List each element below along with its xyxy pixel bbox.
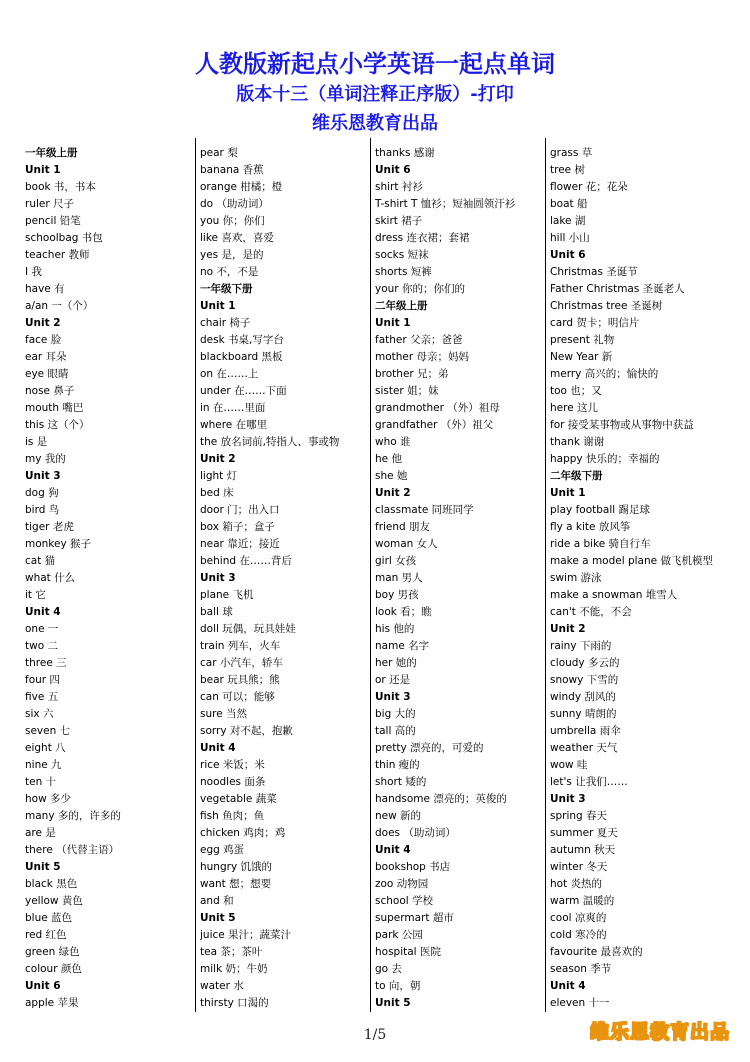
section-heading: Unit 4 xyxy=(25,606,61,618)
vocab-entry: socks 短袜 xyxy=(375,249,429,261)
vocab-entry: dress 连衣裙；套裙 xyxy=(375,232,470,244)
vocab-entry: banana 香蕉 xyxy=(200,164,264,176)
vocab-entry: brother 兄；弟 xyxy=(375,368,449,380)
vocab-entry: ride a bike 骑自行车 xyxy=(550,538,651,550)
vocab-entry: what 什么 xyxy=(25,572,76,584)
vocab-entry: do （助动词） xyxy=(200,198,269,210)
vocab-entry: man 男人 xyxy=(375,572,423,584)
vocab-entry: boy 男孩 xyxy=(375,589,419,601)
vocab-entry: lake 湖 xyxy=(550,215,586,227)
vocab-entry: eleven 十一 xyxy=(550,997,610,1009)
section-heading: Unit 2 xyxy=(200,453,236,465)
section-heading: Unit 3 xyxy=(200,572,236,584)
vocab-entry: thirsty 口渴的 xyxy=(200,997,269,1009)
vocabulary-column-3 xyxy=(375,145,545,1012)
vocab-entry: desk 书桌,写字台 xyxy=(200,334,284,346)
vocab-entry: woman 女人 xyxy=(375,538,438,550)
vocab-entry: does （助动词） xyxy=(375,827,456,839)
vocab-entry: I 我 xyxy=(25,266,42,278)
section-heading: 二年级上册 xyxy=(375,300,428,312)
vocab-entry: flower 花；花朵 xyxy=(550,181,628,193)
vocab-entry: cold 寒冷的 xyxy=(550,929,607,941)
vocab-entry: Father Christmas 圣诞老人 xyxy=(550,283,685,295)
vocab-entry: hot 炎热的 xyxy=(550,878,603,890)
section-heading: Unit 3 xyxy=(550,793,586,805)
vocab-entry: light 灯 xyxy=(200,470,238,482)
vocab-entry: teacher 教师 xyxy=(25,249,90,261)
vocab-entry: cat 猫 xyxy=(25,555,56,567)
vocab-entry: Christmas 圣诞节 xyxy=(550,266,638,278)
vocab-entry: handsome 漂亮的；英俊的 xyxy=(375,793,507,805)
section-heading: 一年级上册 xyxy=(25,147,78,159)
vocab-entry: water 水 xyxy=(200,980,244,992)
vocab-entry: nine 九 xyxy=(25,759,62,771)
section-heading: Unit 3 xyxy=(375,691,411,703)
vocab-entry: shirt 衬衫 xyxy=(375,181,423,193)
vocab-entry: New Year 新 xyxy=(550,351,613,363)
vocab-entry: there （代替主语） xyxy=(25,844,120,856)
section-heading: Unit 4 xyxy=(200,742,236,754)
vocab-entry: wow 哇 xyxy=(550,759,588,771)
section-heading: Unit 1 xyxy=(375,317,411,329)
vocab-entry: cool 凉爽的 xyxy=(550,912,607,924)
vocab-entry: this 这（个） xyxy=(25,419,90,431)
vocab-entry: card 贺卡；明信片 xyxy=(550,317,640,329)
vocab-entry: tall 高的 xyxy=(375,725,416,737)
vocab-entry: blackboard 黑板 xyxy=(200,351,283,363)
vocab-entry: make a model plane 做飞机模型 xyxy=(550,555,713,567)
vocab-entry: box 箱子；盒子 xyxy=(200,521,275,533)
page-number: 1/5 xyxy=(363,1027,387,1043)
vocab-entry: want 想；想要 xyxy=(200,878,272,890)
vocab-entry: five 五 xyxy=(25,691,59,703)
vocabulary-column-1 xyxy=(25,145,195,1012)
vocabulary-column-4 xyxy=(550,145,720,1012)
section-heading: Unit 2 xyxy=(25,317,61,329)
section-heading: Unit 4 xyxy=(375,844,411,856)
vocab-entry: pencil 铅笔 xyxy=(25,215,81,227)
section-heading: Unit 6 xyxy=(550,249,586,261)
watermark-logo: 维乐恩教育出品 xyxy=(589,1021,730,1043)
vocab-entry: eye 眼睛 xyxy=(25,368,69,380)
vocab-entry: sure 当然 xyxy=(200,708,248,720)
vocab-entry: snowy 下雪的 xyxy=(550,674,619,686)
document-subtitle: 版本十三（单词注释正序版）-打印 xyxy=(236,84,514,105)
vocab-entry: classmate 同班同学 xyxy=(375,504,474,516)
vocab-entry: no 不，不是 xyxy=(200,266,259,278)
section-heading: Unit 1 xyxy=(200,300,236,312)
vocab-entry: school 学校 xyxy=(375,895,434,907)
vocab-entry: juice 果汁；蔬菜汁 xyxy=(200,929,292,941)
vocab-entry: bookshop 书店 xyxy=(375,861,451,873)
vocab-entry: many 多的，许多的 xyxy=(25,810,121,822)
vocab-entry: hungry 饥饿的 xyxy=(200,861,272,873)
vocabulary-columns xyxy=(25,145,725,1013)
vocab-entry: or 还是 xyxy=(375,674,411,686)
vocab-entry: Christmas tree 圣诞树 xyxy=(550,300,663,312)
section-heading: Unit 3 xyxy=(25,470,61,482)
vocab-entry: name 名字 xyxy=(375,640,430,652)
vocab-entry: short 矮的 xyxy=(375,776,427,788)
vocab-entry: mother 母亲；妈妈 xyxy=(375,351,470,363)
vocab-entry: black 黑色 xyxy=(25,878,78,890)
vocab-entry: milk 奶；牛奶 xyxy=(200,963,268,975)
vocab-entry: her 她的 xyxy=(375,657,417,669)
vocab-entry: autumn 秋天 xyxy=(550,844,616,856)
section-heading: Unit 6 xyxy=(25,980,61,992)
vocab-entry: she 她 xyxy=(375,470,408,482)
section-heading: 二年级下册 xyxy=(550,470,603,482)
vocab-entry: thanks 感谢 xyxy=(375,147,435,159)
section-heading: Unit 1 xyxy=(25,164,61,176)
section-heading: Unit 2 xyxy=(375,487,411,499)
vocab-entry: merry 高兴的；愉快的 xyxy=(550,368,659,380)
vocab-entry: to 向，朝 xyxy=(375,980,421,992)
vocab-entry: are 是 xyxy=(25,827,56,839)
vocab-entry: season 季节 xyxy=(550,963,612,975)
vocab-entry: father 父亲；爸爸 xyxy=(375,334,463,346)
section-heading: Unit 4 xyxy=(550,980,586,992)
vocab-entry: eight 八 xyxy=(25,742,66,754)
vocab-entry: shorts 短裤 xyxy=(375,266,432,278)
vocab-entry: here 这儿 xyxy=(550,402,598,414)
section-heading: Unit 5 xyxy=(375,997,411,1009)
vocab-entry: weather 天气 xyxy=(550,742,618,754)
vocab-entry: green 绿色 xyxy=(25,946,80,958)
vocab-entry: bird 鸟 xyxy=(25,504,60,516)
section-heading: Unit 6 xyxy=(375,164,411,176)
vocab-entry: warm 温暖的 xyxy=(550,895,615,907)
vocab-entry: where 在哪里 xyxy=(200,419,268,431)
vocab-entry: he 他 xyxy=(375,453,402,465)
vocab-entry: look 看；瞧 xyxy=(375,606,432,618)
vocab-entry: ear 耳朵 xyxy=(25,351,67,363)
vocab-entry: grandfather （外）祖父 xyxy=(375,419,494,431)
vocab-entry: monkey 猴子 xyxy=(25,538,92,550)
vocab-entry: new 新的 xyxy=(375,810,422,822)
vocab-entry: a/an 一（个） xyxy=(25,300,94,312)
vocab-entry: winter 冬天 xyxy=(550,861,608,873)
section-heading: 一年级下册 xyxy=(200,283,253,295)
vocab-entry: sister 姐；妹 xyxy=(375,385,439,397)
vocab-entry: my 我的 xyxy=(25,453,66,465)
vocab-entry: boat 船 xyxy=(550,198,588,210)
vocab-entry: supermart 超市 xyxy=(375,912,454,924)
vocab-entry: who 谁 xyxy=(375,436,411,448)
vocab-entry: and 和 xyxy=(200,895,234,907)
vocab-entry: bear 玩具熊；熊 xyxy=(200,674,280,686)
vocab-entry: under 在……下面 xyxy=(200,385,287,397)
vocab-entry: sunny 晴朗的 xyxy=(550,708,617,720)
vocab-entry: big 大的 xyxy=(375,708,416,720)
vocab-entry: can't 不能，不会 xyxy=(550,606,632,618)
vocab-entry: dog 狗 xyxy=(25,487,59,499)
vocab-entry: thin 瘦的 xyxy=(375,759,420,771)
vocab-entry: grass 草 xyxy=(550,147,593,159)
vocab-entry: fly a kite 放风筝 xyxy=(550,521,631,533)
vocab-entry: car 小汽车，轿车 xyxy=(200,657,283,669)
vocab-entry: pretty 漂亮的，可爱的 xyxy=(375,742,484,754)
vocab-entry: can 可以；能够 xyxy=(200,691,275,703)
vocab-entry: cloudy 多云的 xyxy=(550,657,620,669)
vocab-entry: swim 游泳 xyxy=(550,572,602,584)
vocab-entry: sorry 对不起，抱歉 xyxy=(200,725,293,737)
vocab-entry: present 礼物 xyxy=(550,334,615,346)
section-heading: Unit 5 xyxy=(25,861,61,873)
vocab-entry: zoo 动物园 xyxy=(375,878,429,890)
vocab-entry: the 放名词前,特指人、事或物 xyxy=(200,436,340,448)
vocab-entry: bed 床 xyxy=(200,487,234,499)
vocab-entry: fish 鱼肉；鱼 xyxy=(200,810,265,822)
vocab-entry: make a snowman 堆雪人 xyxy=(550,589,678,601)
section-heading: Unit 1 xyxy=(550,487,586,499)
vocab-entry: yes 是，是的 xyxy=(200,249,264,261)
vocab-entry: umbrella 雨伞 xyxy=(550,725,621,737)
vocab-entry: tea 茶；茶叶 xyxy=(200,946,263,958)
vocab-entry: rainy 下雨的 xyxy=(550,640,612,652)
vocab-entry: friend 朋友 xyxy=(375,521,431,533)
vocab-entry: it 它 xyxy=(25,589,46,601)
vocab-entry: favourite 最喜欢的 xyxy=(550,946,643,958)
vocab-entry: your 你的；你们的 xyxy=(375,283,465,295)
vocab-entry: girl 女孩 xyxy=(375,555,417,567)
vocab-entry: T-shirt T 恤衫；短袖圆领汗衫 xyxy=(375,198,516,210)
vocab-entry: orange 柑橘；橙 xyxy=(200,181,283,193)
vocab-entry: nose 鼻子 xyxy=(25,385,75,397)
vocab-entry: train 列车，火车 xyxy=(200,640,281,652)
vocab-entry: schoolbag 书包 xyxy=(25,232,103,244)
vocab-entry: egg 鸡蛋 xyxy=(200,844,245,856)
publisher-line: 维乐恩教育出品 xyxy=(312,113,438,134)
vocab-entry: you 你；你们 xyxy=(200,215,265,227)
vocab-entry: have 有 xyxy=(25,283,65,295)
vocab-entry: skirt 裙子 xyxy=(375,215,423,227)
vocab-entry: on 在……上 xyxy=(200,368,259,380)
section-heading: Unit 2 xyxy=(550,623,586,635)
vocab-entry: near 靠近；接近 xyxy=(200,538,280,550)
document-title: 人教版新起点小学英语一起点单词 xyxy=(195,50,555,78)
vocab-entry: mouth 嘴巴 xyxy=(25,402,84,414)
vocab-entry: ruler 尺子 xyxy=(25,198,75,210)
vocab-entry: tiger 老虎 xyxy=(25,521,74,533)
vocab-entry: summer 夏天 xyxy=(550,827,618,839)
vocab-entry: seven 七 xyxy=(25,725,71,737)
section-heading: Unit 5 xyxy=(200,912,236,924)
vocab-entry: too 也；又 xyxy=(550,385,602,397)
vocab-entry: rice 米饭；米 xyxy=(200,759,265,771)
vocab-entry: ten 十 xyxy=(25,776,57,788)
vocab-entry: how 多少 xyxy=(25,793,72,805)
vocab-entry: noodles 面条 xyxy=(200,776,266,788)
vocab-entry: pear 梨 xyxy=(200,147,238,159)
vocab-entry: yellow 黄色 xyxy=(25,895,83,907)
vocab-entry: happy 快乐的；幸福的 xyxy=(550,453,660,465)
vocab-entry: is 是 xyxy=(25,436,48,448)
vocab-entry: his 他的 xyxy=(375,623,415,635)
vocab-entry: park 公园 xyxy=(375,929,423,941)
vocab-entry: two 二 xyxy=(25,640,58,652)
vocabulary-column-2 xyxy=(200,145,370,1012)
vocab-entry: face 脸 xyxy=(25,334,62,346)
vocab-entry: for 接受某事物或从事物中获益 xyxy=(550,419,694,431)
vocab-entry: one 一 xyxy=(25,623,59,635)
vocab-entry: play football 踢足球 xyxy=(550,504,651,516)
vocab-entry: red 红色 xyxy=(25,929,67,941)
vocab-entry: three 三 xyxy=(25,657,67,669)
vocab-entry: like 喜欢，喜爱 xyxy=(200,232,274,244)
vocab-entry: blue 蓝色 xyxy=(25,912,73,924)
vocab-entry: tree 树 xyxy=(550,164,585,176)
vocab-entry: door 门；出入口 xyxy=(200,504,280,516)
vocab-entry: apple 苹果 xyxy=(25,997,79,1009)
vocab-entry: six 六 xyxy=(25,708,54,720)
vocab-entry: ball 球 xyxy=(200,606,233,618)
vocab-entry: colour 颜色 xyxy=(25,963,82,975)
vocab-entry: in 在……里面 xyxy=(200,402,266,414)
vocab-entry: doll 玩偶，玩具娃娃 xyxy=(200,623,296,635)
vocab-entry: book 书，书本 xyxy=(25,181,96,193)
vocab-entry: let's 让我们…… xyxy=(550,776,628,788)
vocab-entry: behind 在……背后 xyxy=(200,555,292,567)
vocab-entry: grandmother （外）祖母 xyxy=(375,402,500,414)
vocab-entry: spring 春天 xyxy=(550,810,608,822)
vocab-entry: hospital 医院 xyxy=(375,946,441,958)
vocab-entry: windy 刮风的 xyxy=(550,691,616,703)
vocab-entry: four 四 xyxy=(25,674,60,686)
vocab-entry: go 去 xyxy=(375,963,402,975)
vocab-entry: chicken 鸡肉；鸡 xyxy=(200,827,286,839)
vocab-entry: plane 飞机 xyxy=(200,589,254,601)
vocab-entry: hill 小山 xyxy=(550,232,590,244)
vocab-entry: thank 谢谢 xyxy=(550,436,605,448)
vocab-entry: vegetable 蔬菜 xyxy=(200,793,277,805)
vocab-entry: chair 椅子 xyxy=(200,317,251,329)
